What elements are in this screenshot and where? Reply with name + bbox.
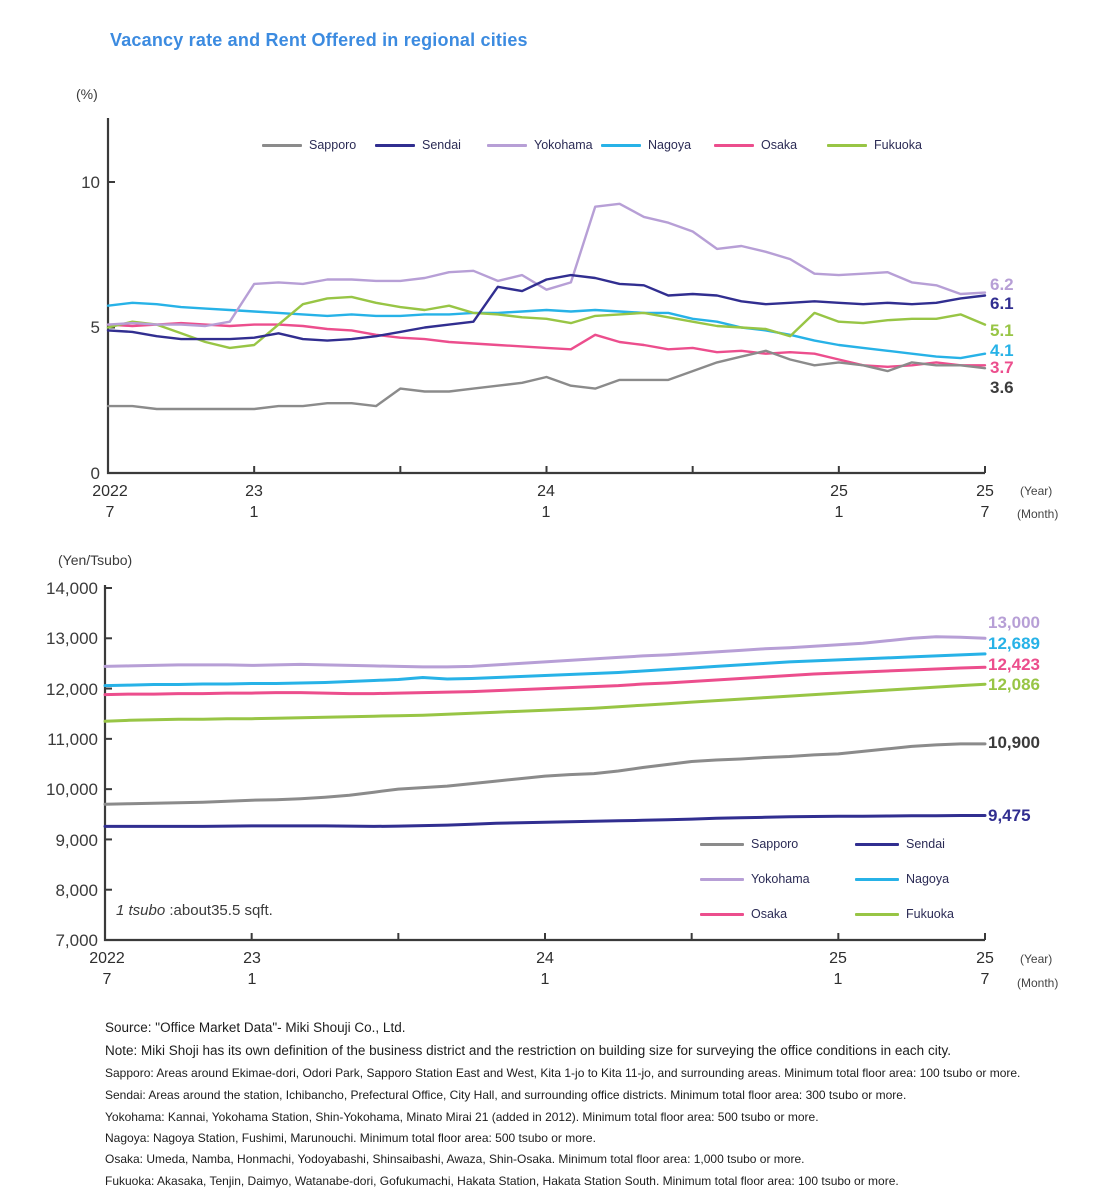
rent-unit-label: (Yen/Tsubo) (58, 552, 133, 568)
rent-ytick-11000: 11,000 (47, 730, 98, 749)
rent-legend-item-yokohama (700, 872, 810, 886)
rent-end-label-osaka: 12,423 (988, 655, 1040, 674)
note-sapporo: Sapporo: Areas around Ekimae-dori, Odori Park, Sapporo Station East and West, Kita 1-jo to Kita 11-jo, and surrounding areas. Minimum total floor area: 100 tsubo or more. (105, 1066, 1021, 1080)
rent-ytick-8000: 8,000 (55, 881, 98, 900)
vacancy-year-unit: (Year) (1020, 484, 1053, 498)
note-sendai: Sendai: Areas around the station, Ichibancho, Prefectural Office, City Hall, and surrounding office districts. Minimum total floor area: 300 tsubo or more. (105, 1088, 907, 1102)
xtick-year: 25 (829, 950, 847, 967)
xtick-year: 23 (243, 950, 261, 967)
note-source: Source: "Office Market Data"- Miki Shouji Co., Ltd. (105, 1020, 406, 1035)
vacancy-ytick-0: 0 (90, 464, 100, 483)
rent-ytick-9000: 9,000 (55, 831, 98, 850)
vacancy-xtick-24-1 (511, 481, 581, 523)
note-yokohama: Yokohama: Kannai, Yokohama Station, Shin-Yokohama, Minato Mirai 21 (added in 2012). Minimum total floor area: 500 tsubo or more. (105, 1110, 819, 1124)
xtick-year: 25 (976, 483, 994, 500)
rent-ytick-7000: 7,000 (55, 931, 98, 950)
xtick-year: 24 (536, 950, 554, 967)
rent-series-line-yokohama (105, 637, 985, 667)
osaka-line-swatch (714, 144, 754, 147)
rent-xtick-23-1 (217, 948, 287, 990)
xtick-year: 23 (245, 483, 263, 500)
rent-legend-label-yokohama: Yokohama (751, 872, 810, 886)
rent-series-line-osaka (105, 667, 985, 694)
xtick-month: 1 (249, 504, 259, 521)
vacancy-ytick-5: 5 (90, 318, 100, 337)
vacancy-legend-item-yokohama (487, 138, 593, 152)
rent-xtick-25-7 (950, 948, 1020, 990)
tsubo-note (116, 902, 273, 919)
rent-ytick-14000: 14,000 (46, 579, 98, 598)
rent-series-line-sendai (105, 816, 985, 827)
rent-legend-label-nagoya: Nagoya (906, 872, 950, 886)
rent-legend-item-sapporo (700, 837, 798, 851)
vacancy-legend-item-fukuoka (827, 138, 922, 152)
rent-legend-item-osaka (700, 907, 787, 921)
vacancy-month-unit: (Month) (1017, 507, 1059, 521)
rent-legend-label-osaka: Osaka (751, 907, 788, 921)
rent-end-label-sendai: 9,475 (988, 806, 1031, 825)
page-title: Vacancy rate and Rent Offered in regional cities (110, 30, 528, 50)
rent-legend-item-nagoya (855, 872, 949, 886)
vacancy-end-label-nagoya: 4.1 (990, 341, 1014, 360)
vacancy-series-line-yokohama (108, 204, 985, 326)
xtick-month: 1 (541, 504, 551, 521)
rent-end-label-yokohama: 13,000 (988, 613, 1040, 632)
rent-ytick-13000: 13,000 (46, 629, 98, 648)
sendai-line-swatch (855, 843, 899, 846)
note-osaka: Osaka: Umeda, Namba, Honmachi, Yodoyabashi, Shinsaibashi, Awaza, Shin-Osaka. Minimum total floor area: 1,000 tsubo or more. (105, 1152, 805, 1166)
vacancy-xtick-25-1 (804, 481, 874, 523)
vacancy-unit-label: (%) (76, 86, 98, 102)
xtick-month: 1 (540, 971, 550, 988)
rent-xtick-2022-7 (72, 948, 142, 990)
rent-legend-label-sendai: Sendai (906, 837, 945, 851)
rent-end-label-fukuoka: 12,086 (988, 675, 1040, 694)
vacancy-end-label-fukuoka: 5.1 (990, 321, 1014, 340)
note-nagoya: Nagoya: Nagoya Station, Fushimi, Marunouchi. Minimum total floor area: 500 tsubo or more. (105, 1131, 596, 1145)
rent-month-unit: (Month) (1017, 976, 1059, 990)
vacancy-xtick-23-1 (219, 481, 289, 523)
vacancy-legend-item-nagoya (601, 138, 691, 152)
yokohama-line-swatch (487, 144, 527, 147)
rent-year-unit: (Year) (1020, 952, 1053, 966)
nagoya-line-swatch (601, 144, 641, 147)
rent-legend-item-fukuoka (855, 907, 954, 921)
tsubo-note-italic: 1 tsubo (116, 902, 166, 919)
vacancy-axes (108, 118, 985, 473)
vacancy-ytick-10: 10 (81, 173, 100, 192)
vacancy-xtick-2022-7 (75, 481, 145, 523)
rent-legend-item-sendai (855, 837, 945, 851)
xtick-month: 1 (834, 504, 844, 521)
yokohama-line-swatch (700, 878, 744, 881)
vacancy-legend-label-sendai: Sendai (422, 138, 461, 152)
rent-ytick-10000: 10,000 (46, 780, 98, 799)
vacancy-series-line-osaka (108, 323, 985, 367)
vacancy-end-label-sendai: 6.1 (990, 294, 1014, 313)
sapporo-line-swatch (700, 843, 744, 846)
rent-ytick-12000: 12,000 (46, 680, 98, 699)
fukuoka-line-swatch (827, 144, 867, 147)
rent-legend-label-sapporo: Sapporo (751, 837, 799, 851)
vacancy-end-label-yokohama: 6.2 (990, 275, 1014, 294)
rent-axes (105, 585, 985, 940)
xtick-month: 7 (980, 971, 990, 988)
xtick-month: 7 (102, 971, 112, 988)
xtick-year: 2022 (92, 483, 128, 500)
vacancy-series-line-nagoya (108, 303, 985, 358)
vacancy-xtick-25-7 (950, 481, 1020, 523)
vacancy-legend-label-yokohama: Yokohama (534, 138, 593, 152)
rent-end-label-nagoya: 12,689 (988, 634, 1040, 653)
rent-series-line-nagoya (105, 654, 985, 686)
osaka-line-swatch (700, 913, 744, 916)
vacancy-legend-label-nagoya: Nagoya (648, 138, 692, 152)
vacancy-legend-item-sapporo (262, 138, 356, 152)
xtick-year: 2022 (89, 950, 125, 967)
vacancy-end-label-osaka: 3.7 (990, 358, 1014, 377)
tsubo-note-rest: :about35.5 sqft. (165, 902, 273, 919)
xtick-year: 25 (976, 950, 994, 967)
rent-end-label-sapporo: 10,900 (988, 733, 1040, 752)
sapporo-line-swatch (262, 144, 302, 147)
rent-xtick-25-1 (803, 948, 873, 990)
vacancy-legend-item-sendai (375, 138, 461, 152)
xtick-month: 7 (980, 504, 990, 521)
rent-xtick-24-1 (510, 948, 580, 990)
vacancy-legend-label-sapporo: Sapporo (309, 138, 357, 152)
xtick-month: 7 (105, 504, 115, 521)
fukuoka-line-swatch (855, 913, 899, 916)
xtick-month: 1 (833, 971, 843, 988)
rent-series-line-sapporo (105, 744, 985, 804)
vacancy-series-line-sapporo (108, 351, 985, 409)
note-fukuoka: Fukuoka: Akasaka, Tenjin, Daimyo, Watanabe-dori, Gofukumachi, Hakata Station, Hakata Station South. Minimum total floor area: 100 tsubo or more. (105, 1174, 899, 1188)
vacancy-legend-label-osaka: Osaka (761, 138, 798, 152)
vacancy-end-label-sapporo: 3.6 (990, 378, 1014, 397)
note-definition: Note: Miki Shoji has its own definition of the business district and the restriction on building size for surveying the office conditions in each city. (105, 1043, 951, 1058)
vacancy-legend-label-fukuoka: Fukuoka (874, 138, 922, 152)
vacancy-legend-item-osaka (714, 138, 797, 152)
xtick-year: 25 (830, 483, 848, 500)
nagoya-line-swatch (855, 878, 899, 881)
sendai-line-swatch (375, 144, 415, 147)
xtick-month: 1 (247, 971, 257, 988)
xtick-year: 24 (537, 483, 555, 500)
rent-legend-label-fukuoka: Fukuoka (906, 907, 954, 921)
